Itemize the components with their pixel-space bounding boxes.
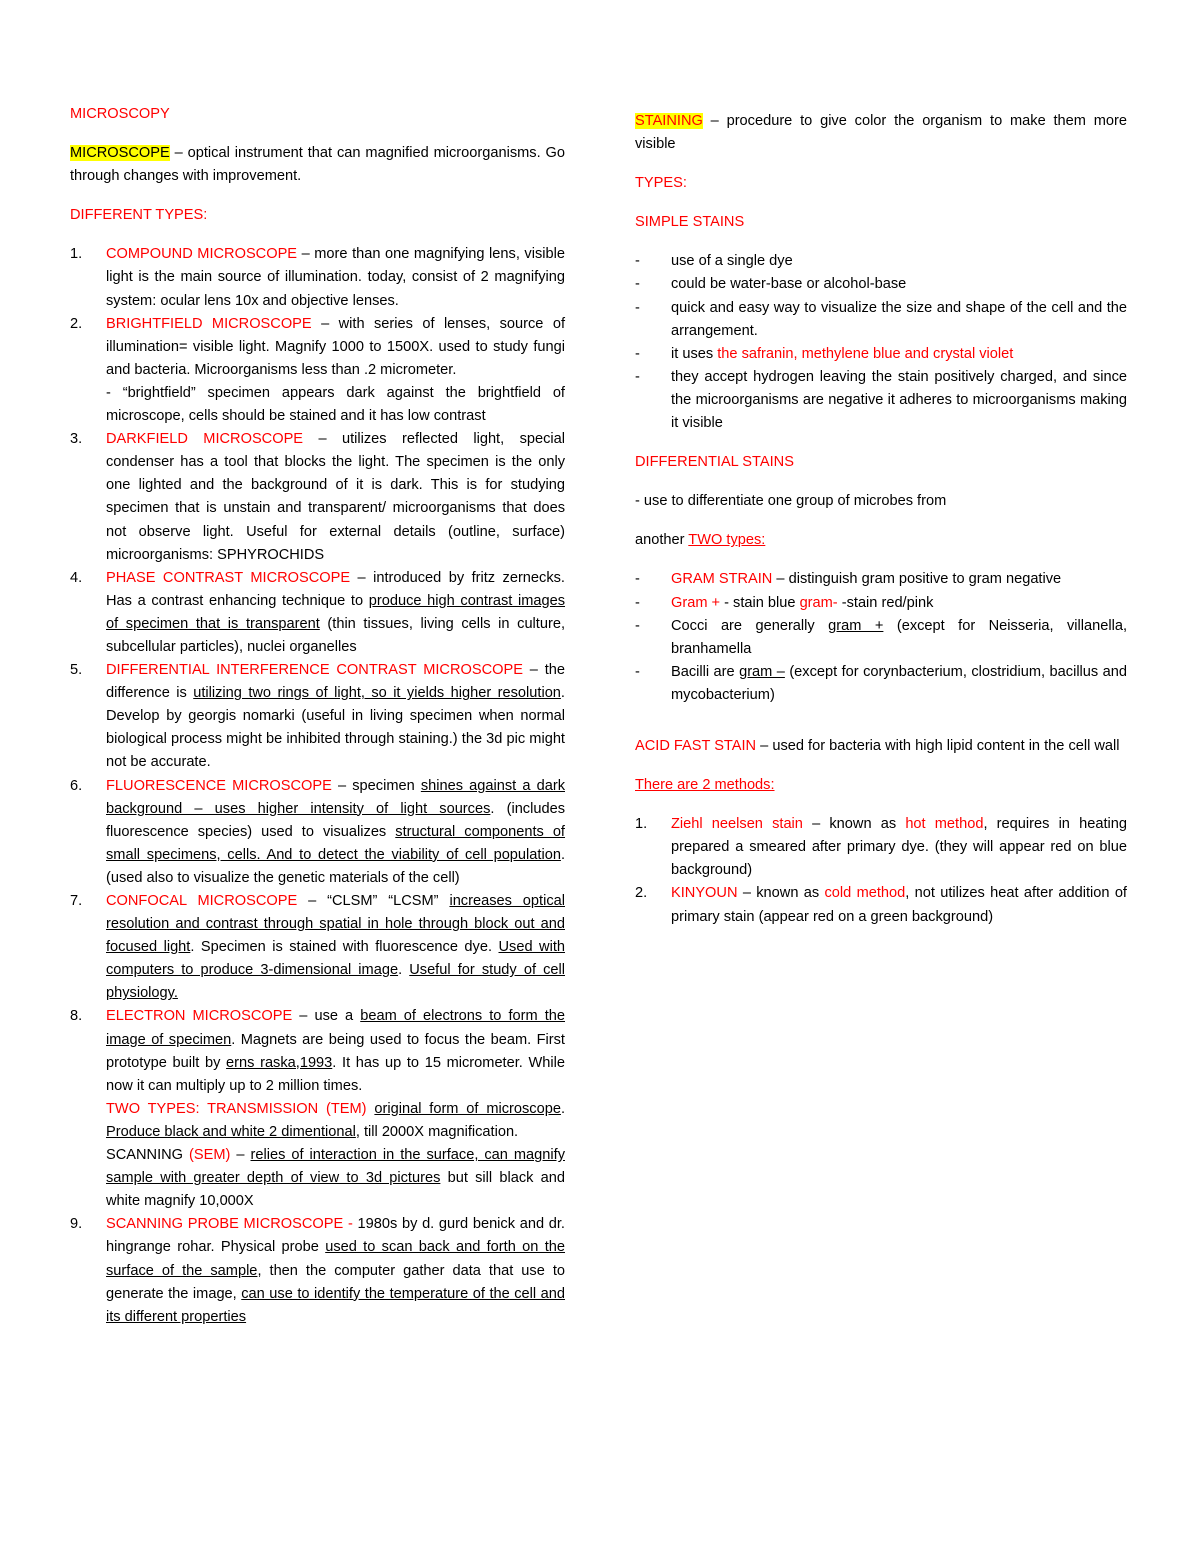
item-underlined: structural components of small specimens, cells. And to detect the viability of cell population [106,823,565,863]
list-item [635,882,1127,928]
list-item [70,659,565,774]
item-name: SCANNING PROBE MICROSCOPE - [106,1216,358,1233]
list-item [635,366,1127,435]
two-types-label: TWO TYPES: TRANSMISSION (TEM) [106,1100,375,1117]
item-name: DIFFERENTIAL INTERFERENCE CONTRAST MICROSCOPE [106,662,523,679]
two-types-label: TWO types: [688,532,766,549]
item-text: another [635,532,689,549]
definition-text: – optical instrument that can magnified microorganisms. Go through changes with improvement. [70,145,565,185]
list-item [70,313,565,428]
item-text: . Develop by georgis nomarki (useful in living specimen when normal biological process might be inhibited through staining.) the 3d pic might not be accurate. [106,685,565,771]
item-text: . Specimen is stained with fluorescence dye. [190,939,499,956]
item-text: – known as [802,816,906,833]
item-text: – distinguish gram positive to gram negative [772,571,1062,588]
list-item [635,568,1127,591]
item-text: but sill black and white magnify 10,000X [106,1170,565,1210]
item-underlined: original form of microscope [374,1100,561,1117]
dash-marker: - [635,276,640,293]
item-text: (except for corynbacterium, clostridium, bacillus and mycobacterium) [671,663,1127,703]
item-underlined: produce high contrast images of specimen that is transparent [106,592,566,632]
item-text: . (includes fluorescence species) used to visualizes [106,800,565,840]
item-underlined: can use to identify the temperature of the cell and its different properties [106,1285,566,1325]
list-number: 2. [635,885,648,902]
list-item [70,243,565,312]
item-text: – more than one magnifying lens, visible light is the main source of illumination. today, consist of 2 magnifying system: ocular lens 10x and objective lenses. [106,246,565,309]
item-text: . [398,962,410,979]
item-text: use of a single dye [671,253,793,270]
dash-marker: - [635,663,640,680]
item-text: -stain red/pink [837,594,934,611]
types-heading: DIFFERENT TYPES: [70,207,208,224]
item-underlined: relies of interaction in the surface, can magnify sample with greater depth of view to 3d pictures [106,1147,565,1187]
item-underlined: increases optical resolution and contrast through spatial in hole through block out and focused light [106,893,565,956]
item-name: COMPOUND MICROSCOPE [106,246,298,263]
item-text: – known as [737,885,825,902]
item-underlined: erns raska,1993 [226,1054,333,1071]
list-item [635,615,1127,661]
microscope-types-list [70,243,565,1328]
dash-marker: - [635,617,640,634]
item-text: it uses [671,345,718,362]
item-name: KINYOUN [671,885,738,902]
item-underlined: Useful for study of cell physiology. [106,962,565,1002]
list-item [70,428,565,567]
list-item [635,343,1127,366]
item-text: Bacilli are [671,663,740,680]
item-highlight: hot method [905,816,984,833]
list-number: 1. [635,816,648,833]
types-label: TYPES: [635,175,687,192]
item-text: , then the computer gather data that use to generate the image, [106,1262,566,1302]
list-item [635,592,1127,615]
definition-text: – procedure to give color the organism to make them more visible [635,113,1127,153]
item-text: could be water-base or alcohol-base [671,276,907,293]
item-name: GRAM STRAIN [671,571,773,588]
dash-marker: - [635,299,640,316]
item-name: CONFOCAL MICROSCOPE [106,893,298,909]
item-name: PHASE CONTRAST MICROSCOPE [106,569,351,586]
simple-stains-heading: SIMPLE STAINS [635,214,745,231]
section-title: MICROSCOPY [70,106,170,122]
acid-fast-term: ACID FAST STAIN [635,737,757,754]
staining-term: STAINING [635,113,703,129]
item-text: – specimen [331,777,421,794]
item-text: – used for bacteria with high lipid content in the cell wall [756,737,1120,754]
item-name: Gram + [671,594,721,611]
dash-marker: - [635,594,640,611]
item-text: – the difference is [106,662,565,702]
list-item [635,661,1127,707]
item-text: , not utilizes heat after addition of primary stain (appear red on a green background) [671,885,1127,925]
item-text: – introduced by fritz zernecks. Has a contrast enhancing technique to [106,569,565,609]
list-item [635,273,1127,296]
list-item [70,567,565,659]
item-underlined: Produce black and white 2 dimentional [106,1123,356,1140]
simple-stains-list [635,250,1127,435]
another-two-types [635,529,1127,552]
methods-list [635,813,1127,928]
list-item [635,297,1127,343]
methods-heading: There are 2 methods: [635,777,775,794]
list-item [70,775,565,890]
item-text: – use a [292,1008,361,1025]
item-highlight: cold method [824,885,906,902]
staining-definition [635,110,1127,156]
list-number: 6. [70,777,83,794]
dash-marker: - [635,571,640,588]
item-text: , requires in heating prepared a smeared after primary dye. (they will appear red on blue background) [671,816,1127,879]
item-text: (except for Neisseria, villanella, branhamella [671,617,1128,657]
list-number: 8. [70,1008,83,1025]
item-underlined: gram – [739,663,785,680]
item-underlined: utilizing two rings of light, so it yields higher resolution [193,685,561,702]
item-text: Cocci are generally [671,617,829,634]
microscope-definition [70,142,565,188]
item-text: . It has up to 15 micrometer. While now it can multiply up to 2 million times. [106,1054,565,1094]
list-number: 3. [70,431,83,448]
list-item [70,1005,565,1213]
list-number: 7. [70,893,83,909]
differential-description: - use to differentiate one group of microbes from [635,493,947,510]
item-text: . (used also to visualize the genetic materials of the cell) [106,846,565,886]
list-number: 9. [70,1216,83,1233]
dash-marker: - [635,368,640,385]
item-text: – with series of lenses, source of illumination= visible light. Magnify 1000 to 1500X. used to study fungi and bacteria. Microorganisms less than .2 micrometer. [106,315,566,378]
list-item [635,813,1127,882]
item-highlight: the safranin, methylene blue and crystal violet [717,345,1014,362]
item-text: – [230,1147,251,1164]
item-name: Ziehl neelsen stain [671,816,803,833]
acid-fast-stain [635,735,1127,758]
item-text: , till 2000X magnification. [355,1123,519,1140]
list-number: 2. [70,315,83,332]
right-column [635,110,1127,929]
item-text: they accept hydrogen leaving the stain positively charged, and since the microorganisms are negative it adheres to microorganisms making it visible [671,368,1127,432]
left-column [70,103,565,1329]
item-underlined: Used with computers to produce 3-dimensional image [106,939,565,979]
sem-abbr: (SEM) [189,1147,231,1164]
item-name: DARKFIELD MICROSCOPE [106,431,304,448]
list-item [70,1213,565,1328]
dash-marker: - [635,345,640,362]
differential-stains-heading: DIFFERENTIAL STAINS [635,454,794,471]
item-text: . Magnets are being used to focus the beam. First prototype built by [106,1031,565,1071]
item-underlined: used to scan back and forth on the surface of the sample [106,1239,565,1279]
item-text: quick and easy way to visualize the size and shape of the cell and the arrangement. [671,299,1127,339]
list-number: 5. [70,662,83,679]
item-name: FLUORESCENCE MICROSCOPE [106,777,332,794]
item-underlined: beam of electrons to form the image of specimen [106,1008,565,1048]
item-text: 1980s by d. gurd benick and dr. hingrange rohar. Physical probe [106,1216,565,1256]
item-extra: - “brightfield” specimen appears dark against the brightfield of microscope, cells should be stained and it has low contrast [106,384,565,425]
dash-marker: - [635,253,640,270]
list-number: 1. [70,246,83,263]
item-underlined: shines against a dark background – uses higher intensity of light sources [106,777,565,817]
list-number: 4. [70,569,83,586]
item-text: SCANNING [106,1147,190,1164]
list-item [635,250,1127,273]
item-name: gram- [799,594,838,611]
differential-stains-list [635,568,1127,707]
item-text: . [560,1100,565,1117]
item-underlined: gram + [828,617,884,634]
item-text: – utilizes reflected light, special condenser has a tool that blocks the light. The specimen is the only one lighted and the background of it is dark. This is for studying specimen that is unstain and transparent/ microorganisms that does not observe light. Useful for external details (outline, surface) microorganisms: SPHYROCHIDS [106,431,565,563]
item-text: – “CLSM” “LCSM” [297,893,450,909]
item-name: ELECTRON MICROSCOPE [106,1008,293,1025]
list-item [70,890,565,1005]
microscope-term: MICROSCOPE [70,145,170,162]
item-text: - stain blue [720,594,800,611]
item-name: BRIGHTFIELD MICROSCOPE [106,315,312,332]
item-text: (thin tissues, living cells in culture, subcellular particles), nuclei organelles [106,615,566,655]
